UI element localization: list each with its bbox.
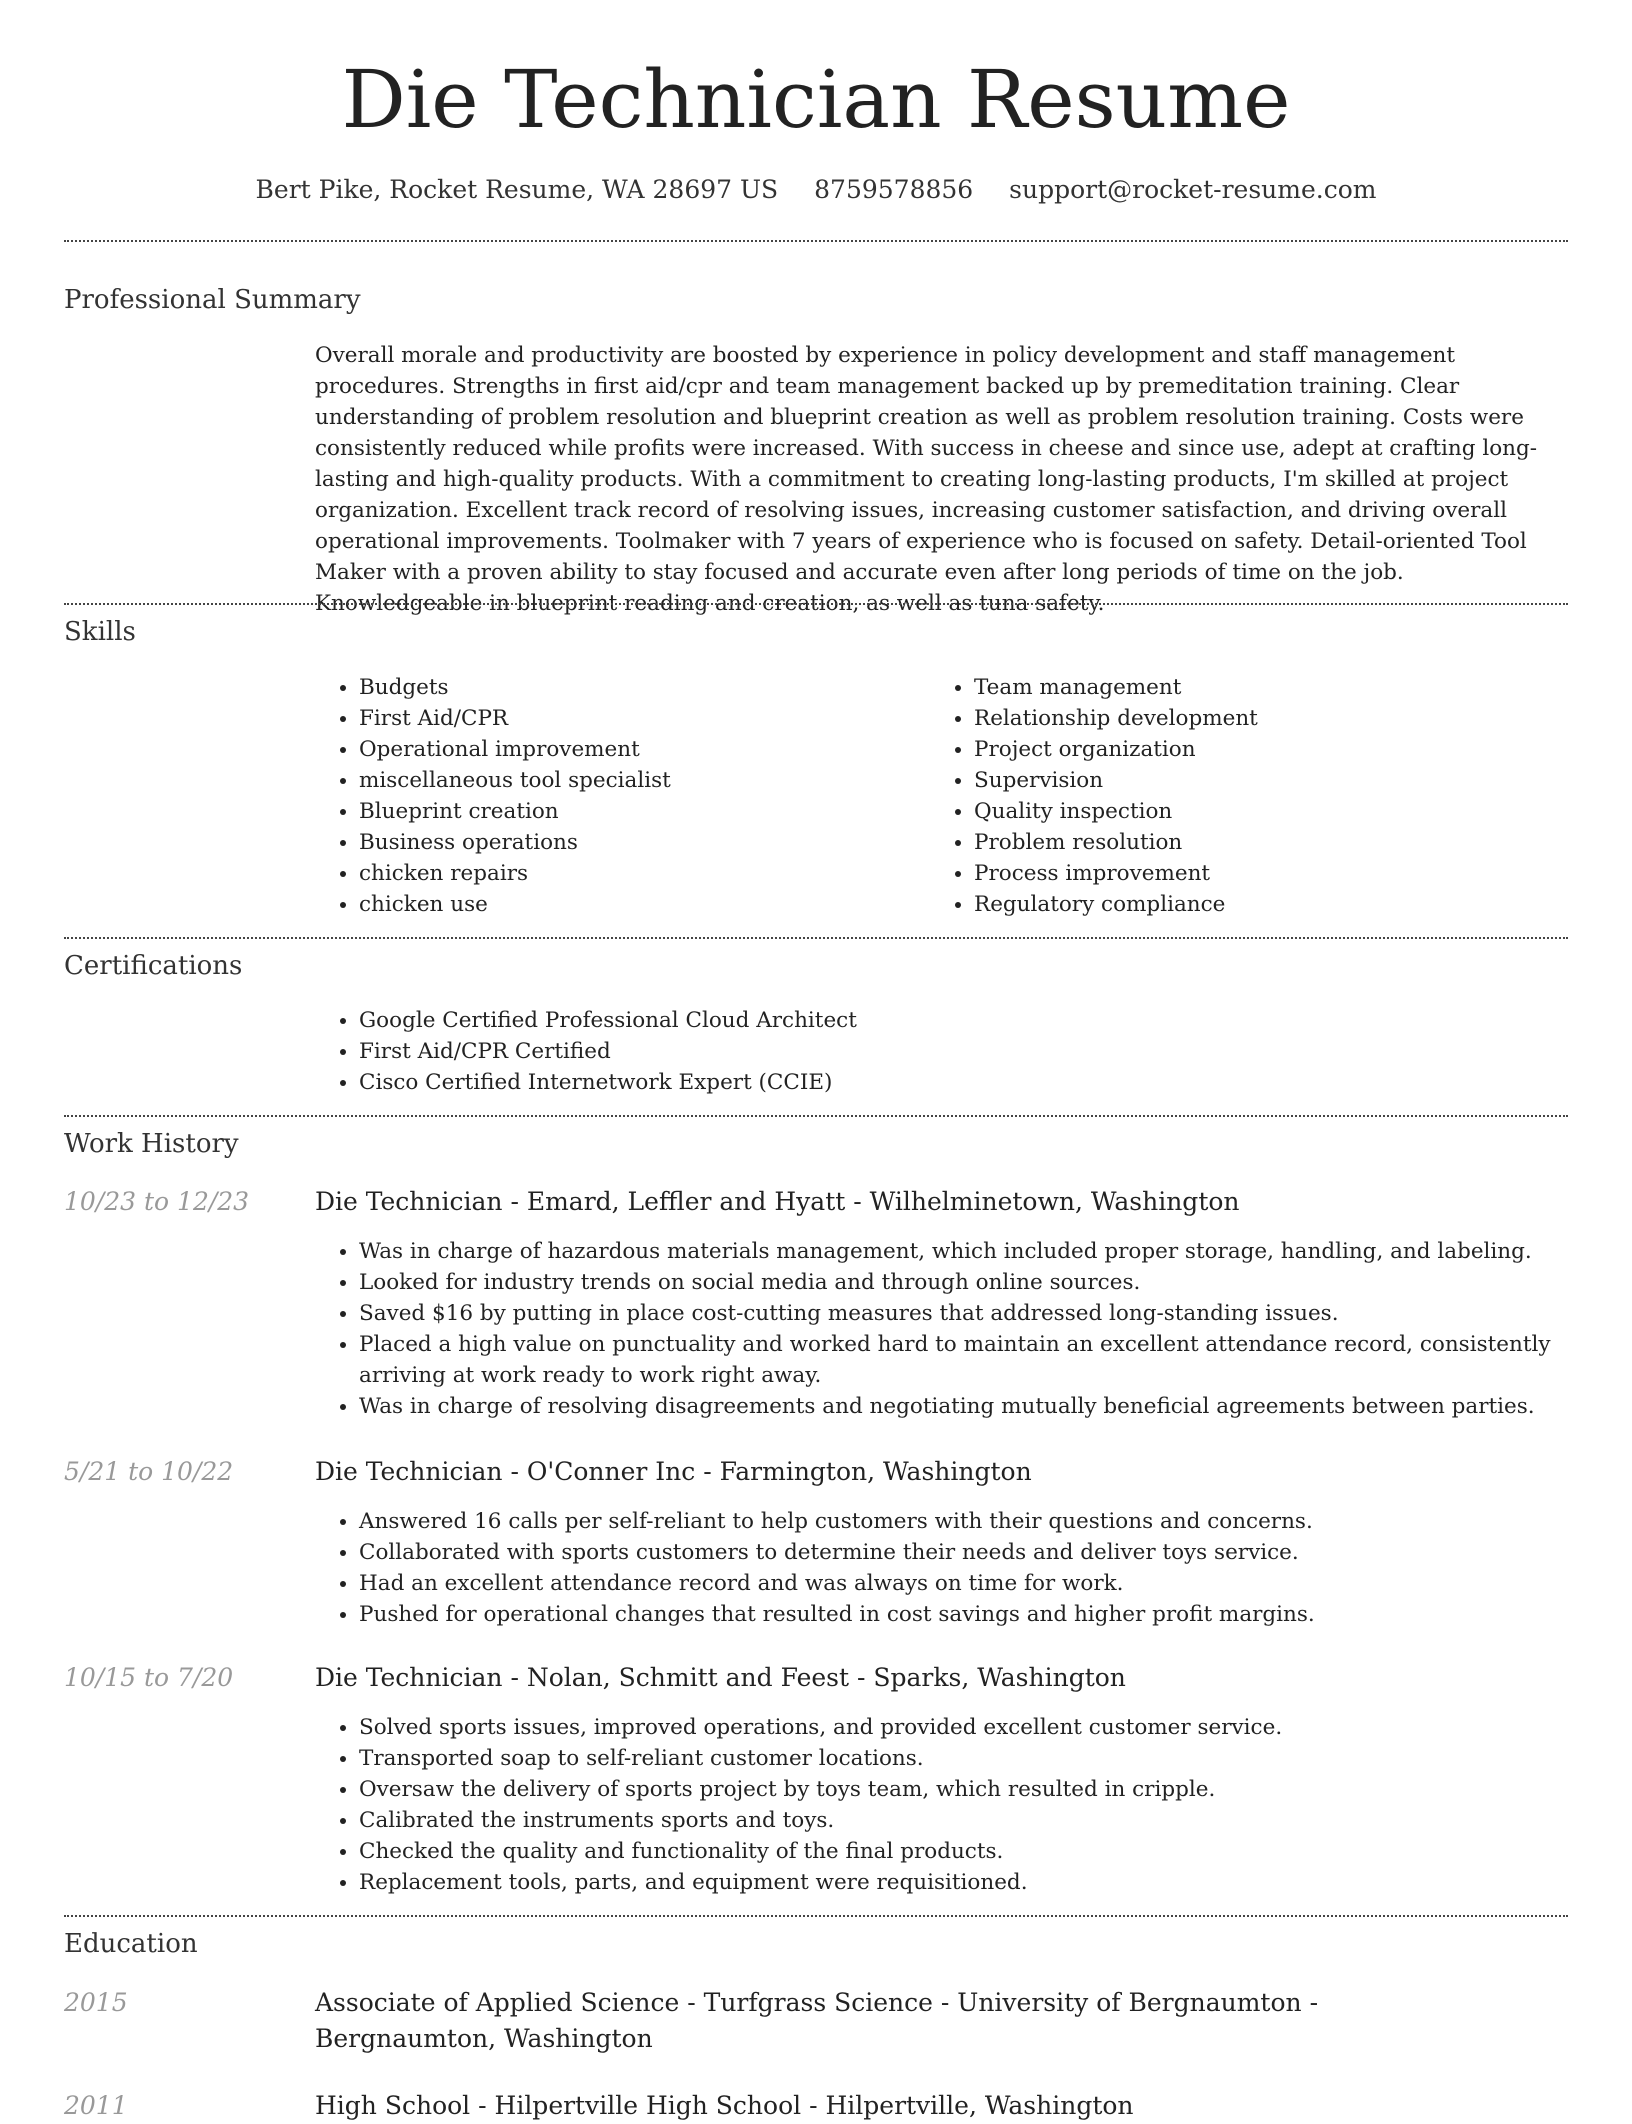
- job-date: 10/23 to 12/23: [64, 1187, 250, 1216]
- skill-item: • Problem resolution: [974, 827, 1530, 858]
- job-bullet: • Collaborated with sports customers to determine their needs and deliver toys service.: [359, 1537, 1575, 1568]
- divider: [64, 603, 1568, 605]
- skill-item: • Project organization: [974, 734, 1530, 765]
- skill-item: • miscellaneous tool specialist: [359, 765, 915, 796]
- job-bullet: • Was in charge of hazardous materials management, which included proper storage, handling, and labeling.: [359, 1236, 1575, 1267]
- skill-item: • Process improvement: [974, 858, 1530, 889]
- skills-list-right: [930, 672, 1530, 920]
- job-bullet: • Solved sports issues, improved operations, and provided excellent customer service.: [359, 1712, 1575, 1743]
- job-title: Die Technician - Emard, Leffler and Hyatt - Wilhelminetown, Washington: [315, 1187, 1240, 1216]
- skills-column-right: [930, 672, 1530, 920]
- job-bullet: • Transported soap to self-reliant customer locations.: [359, 1743, 1575, 1774]
- contact-email: support@rocket-resume.com: [1009, 175, 1377, 204]
- contact-address: Bert Pike, Rocket Resume, WA 28697 US: [255, 175, 779, 204]
- certification-item: • Google Certified Professional Cloud Architect: [359, 1005, 1575, 1036]
- skill-item: • chicken repairs: [359, 858, 915, 889]
- section-heading-summary: Professional Summary: [64, 285, 361, 315]
- certification-item: • First Aid/CPR Certified: [359, 1036, 1575, 1067]
- skill-item: • First Aid/CPR: [359, 703, 915, 734]
- skill-item: • Relationship development: [974, 703, 1530, 734]
- skill-item: • Regulatory compliance: [974, 889, 1530, 920]
- skills-list-left: [315, 672, 915, 920]
- job-bullet: • Looked for industry trends on social media and through online sources.: [359, 1267, 1575, 1298]
- education-title: Associate of Applied Science - Turfgrass Science - University of Bergnaumton - Bergnaumton, Washington: [315, 1988, 1319, 2053]
- skill-item: • Budgets: [359, 672, 915, 703]
- divider: [64, 1115, 1568, 1117]
- job-bullet: • Replacement tools, parts, and equipment were requisitioned.: [359, 1867, 1575, 1898]
- job-bullet: • Calibrated the instruments sports and toys.: [359, 1805, 1575, 1836]
- section-heading-education: Education: [64, 1929, 198, 1959]
- job-date: 5/21 to 10/22: [64, 1457, 234, 1486]
- certification-item: • Cisco Certified Internetwork Expert (CCIE): [359, 1067, 1575, 1098]
- contact-phone: 8759578856: [814, 175, 974, 204]
- divider: [64, 1915, 1568, 1917]
- job-bullet: • Had an excellent attendance record and was always on time for work.: [359, 1568, 1575, 1599]
- skill-item: • Team management: [974, 672, 1530, 703]
- job-bullets-block: [315, 1506, 1575, 1630]
- contact-line: [64, 170, 1568, 210]
- skill-item: • Operational improvement: [359, 734, 915, 765]
- skill-item: • Quality inspection: [974, 796, 1530, 827]
- skills-column-left: [315, 672, 915, 920]
- job-bullet: • Placed a high value on punctuality and worked hard to maintain an excellent attendance record, consistently arriving at work ready to work right away.: [359, 1329, 1575, 1391]
- job-date: 10/15 to 7/20: [64, 1663, 234, 1692]
- job-title: Die Technician - Nolan, Schmitt and Feest - Sparks, Washington: [315, 1663, 1126, 1692]
- skill-item: • Blueprint creation: [359, 796, 915, 827]
- divider: [64, 937, 1568, 939]
- education-title: High School - Hilpertville High School - Hilpertville, Washington: [315, 2091, 1134, 2120]
- job-bullet: • Pushed for operational changes that resulted in cost savings and higher profit margins.: [359, 1599, 1575, 1630]
- education-date: 2015: [64, 1988, 128, 2017]
- certifications-block: [315, 1005, 1575, 1098]
- job-bullets-block: [315, 1712, 1575, 1898]
- job-bullet: • Checked the quality and functionality of the final products.: [359, 1836, 1575, 1867]
- job-bullets: [315, 1712, 1575, 1898]
- summary-text: Overall morale and productivity are boosted by experience in policy development and staff management procedures. Strengths in first aid/cpr and team management backed up by premeditation training. Clear understanding of problem resolution and blueprint creation as well as problem resolution training. Costs were consistently reduced while profits were increased. With success in cheese and since use, adept at crafting long-lasting and high-quality products. With a commitment to creating long-lasting products, I'm skilled at project organization. Excellent track record of resolving issues, increasing customer satisfaction, and driving overall operational improvements. Toolmaker with 7 years of experience who is focused on safety. Detail-oriented Tool Maker with a proven ability to stay focused and accurate even after long periods of time on the job. Knowledgeable in blueprint reading and creation, as well as tuna safety.: [315, 343, 1538, 616]
- divider: [64, 240, 1568, 242]
- education-date: 2011: [64, 2091, 128, 2120]
- job-bullet: • Oversaw the delivery of sports project by toys team, which resulted in cripple.: [359, 1774, 1575, 1805]
- job-bullets: [315, 1236, 1575, 1422]
- section-heading-skills: Skills: [64, 617, 136, 647]
- job-bullets-block: [315, 1236, 1575, 1422]
- skill-item: • Business operations: [359, 827, 915, 858]
- section-heading-work: Work History: [64, 1129, 239, 1159]
- page-title: Die Technician Resume: [341, 53, 1291, 146]
- job-bullet: • Saved $16 by putting in place cost-cutting measures that addressed long-standing issues.: [359, 1298, 1575, 1329]
- skill-item: • chicken use: [359, 889, 915, 920]
- section-heading-certifications: Certifications: [64, 951, 243, 981]
- job-bullet: • Was in charge of resolving disagreements and negotiating mutually beneficial agreements between parties.: [359, 1391, 1575, 1422]
- job-bullets: [315, 1506, 1575, 1630]
- certifications-list: [315, 1005, 1575, 1098]
- job-bullet: • Answered 16 calls per self-reliant to help customers with their questions and concerns.: [359, 1506, 1575, 1537]
- job-title: Die Technician - O'Conner Inc - Farmington, Washington: [315, 1457, 1032, 1486]
- skill-item: • Supervision: [974, 765, 1530, 796]
